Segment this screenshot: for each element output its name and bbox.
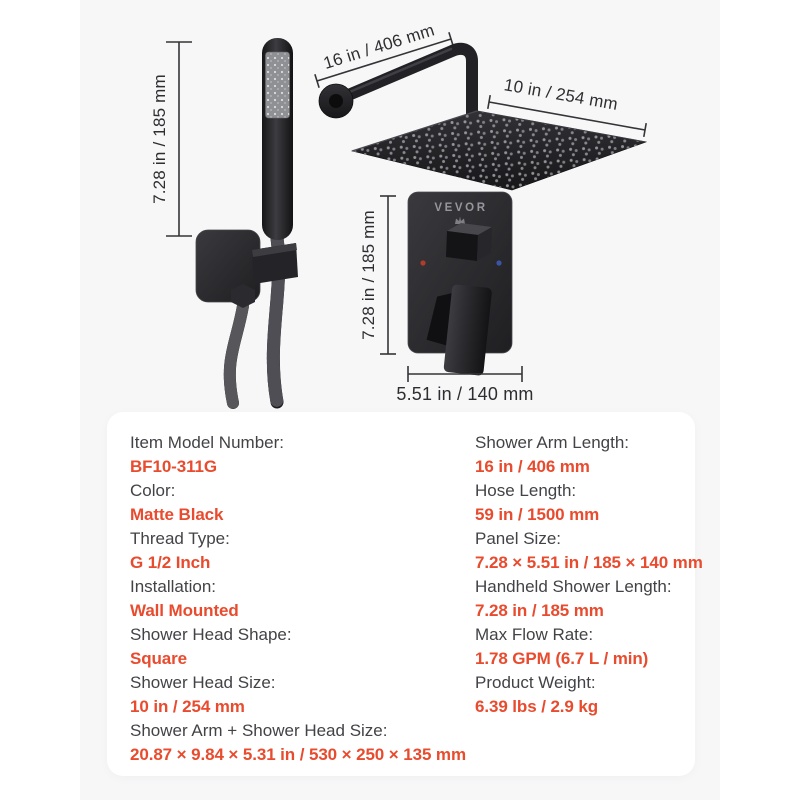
- spec-value: 20.87 × 9.84 × 5.31 in / 530 × 250 × 135 mm: [130, 745, 466, 764]
- spec-value: 16 in / 406 mm: [475, 457, 590, 476]
- handheld-dimension: [150, 42, 192, 236]
- spec-row: [475, 671, 695, 719]
- spec-value: 1.78 GPM (6.7 L / min): [475, 649, 649, 668]
- spec-row: [475, 527, 703, 575]
- spec-label: Thread Type:: [130, 529, 230, 548]
- spec-value: Square: [130, 649, 188, 668]
- spec-row: [475, 479, 695, 527]
- spec-column-left: [130, 431, 475, 767]
- panel-height-label: 7.28 in / 185 mm: [359, 210, 378, 340]
- spec-label: Panel Size:: [475, 529, 561, 548]
- arm-dim-label: 16 in / 406 mm: [321, 20, 437, 73]
- spec-value: 7.28 in / 185 mm: [475, 601, 604, 620]
- spec-label: Shower Arm Length:: [475, 433, 630, 452]
- spec-card: [107, 412, 703, 776]
- spec-card-inner: [107, 412, 703, 767]
- diverter-knob: [446, 223, 492, 261]
- panel-width-label: 5.51 in / 140 mm: [396, 384, 534, 404]
- spec-row: [130, 431, 475, 479]
- spec-label: Hose Length:: [475, 481, 577, 500]
- spec-label: Installation:: [130, 577, 216, 596]
- control-panel: [408, 192, 512, 376]
- spec-label: Product Weight:: [475, 673, 596, 692]
- spec-label: Max Flow Rate:: [475, 625, 594, 644]
- spec-label: Shower Head Size:: [130, 673, 276, 692]
- hot-indicator-dot: [420, 260, 425, 265]
- cold-indicator-dot: [496, 260, 501, 265]
- spec-row: [130, 479, 475, 527]
- head-dim-label: 10 in / 254 mm: [502, 75, 620, 114]
- handheld-wand: [262, 38, 293, 240]
- spec-value: Wall Mounted: [130, 601, 239, 620]
- spec-value: G 1/2 Inch: [130, 553, 211, 572]
- spec-value: Matte Black: [130, 505, 224, 524]
- spec-value: 7.28 × 5.51 in / 185 × 140 mm: [475, 553, 703, 572]
- brand-logo: VEVOR: [434, 202, 488, 214]
- spec-value: 6.39 lbs / 2.9 kg: [475, 697, 599, 716]
- spec-row: [475, 575, 695, 623]
- spec-row: [475, 623, 695, 671]
- handheld-dim-label: 7.28 in / 185 mm: [150, 74, 169, 204]
- spec-value: 10 in / 254 mm: [130, 697, 245, 716]
- spec-label: Color:: [130, 481, 176, 500]
- spec-row: [130, 671, 475, 719]
- spec-label: Item Model Number:: [130, 433, 284, 452]
- spec-value: 59 in / 1500 mm: [475, 505, 600, 524]
- spec-row: [130, 575, 475, 623]
- spec-label: Handheld Shower Length:: [475, 577, 672, 596]
- spec-row: [130, 623, 475, 671]
- spec-row: [130, 527, 475, 575]
- spec-label: Shower Arm + Shower Head Size:: [130, 721, 388, 740]
- spec-value: BF10-311G: [130, 457, 217, 476]
- spec-label: Shower Head Shape:: [130, 625, 292, 644]
- spec-row: [475, 431, 695, 479]
- spec-row: [130, 719, 475, 767]
- panel-height-dimension: [359, 196, 396, 354]
- spec-column-right: [475, 431, 703, 767]
